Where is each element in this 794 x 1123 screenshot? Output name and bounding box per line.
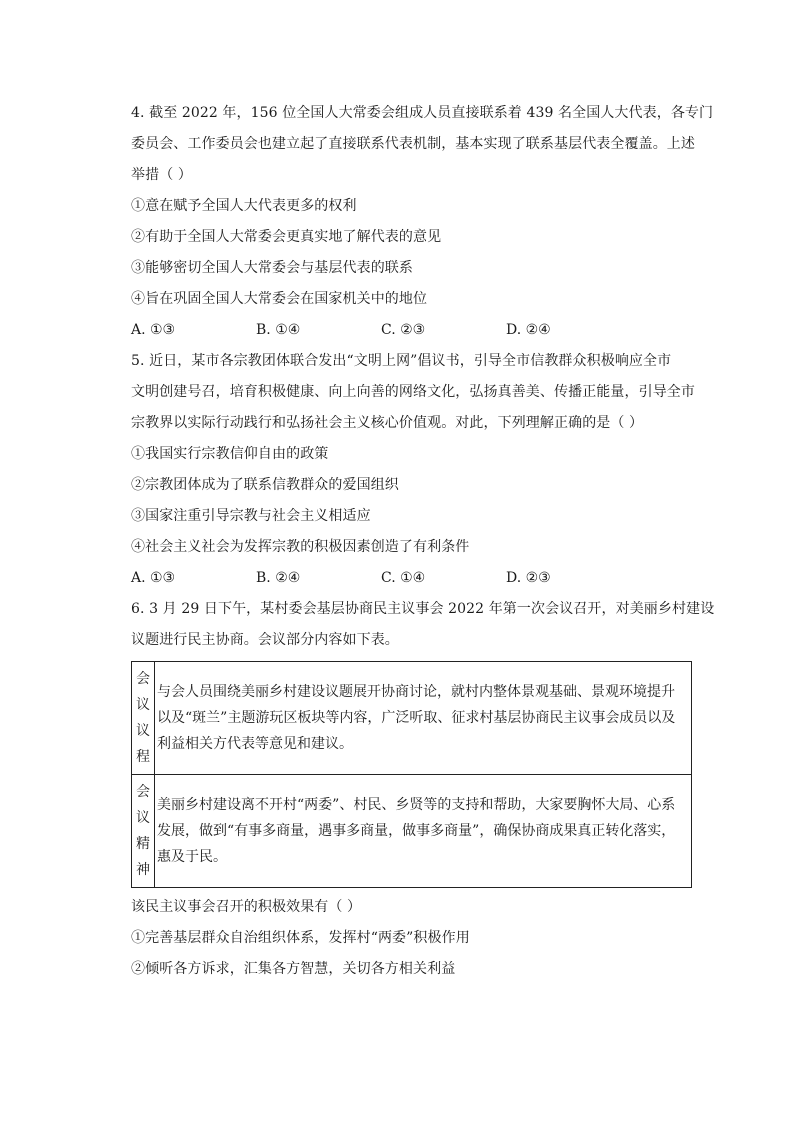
q5-item: ③国家注重引导宗教与社会主义相适应	[131, 508, 371, 524]
table-row	[132, 662, 692, 775]
row-header-spirit: 会 议 精 神	[132, 775, 155, 888]
page-content	[131, 98, 715, 985]
table-row	[132, 775, 692, 888]
q6-stem-line: 6. 3 月 29 日下午，某村委会基层协商民主议事会 2022 年第一次会议召开，对美丽乡村建设	[131, 601, 715, 617]
q6-item: ②倾听各方诉求，汇集各方智慧，关切各方相关利益	[131, 961, 456, 977]
q4-option-c: C. ②③	[381, 322, 426, 338]
q4-option-b: B. ①④	[256, 322, 301, 338]
q4-option-d: D. ②④	[506, 322, 551, 338]
q4-item: ④旨在巩固全国人大常委会在国家机关中的地位	[131, 291, 428, 307]
q4-stem-line: 委员会、工作委员会也建立起了直接联系代表机制，基本实现了联系基层代表全覆盖。上述	[131, 136, 695, 152]
question-5	[131, 346, 696, 594]
q4-item: ②有助于全国人大常委会更真实地了解代表的意见	[131, 229, 442, 245]
q5-item: ①我国实行宗教信仰自由的政策	[131, 446, 329, 462]
q5-option-d: D. ②③	[506, 570, 551, 586]
q5-option-b: B. ②④	[256, 570, 301, 586]
question-6	[131, 594, 715, 985]
q5-options	[131, 563, 696, 594]
q6-stem-line: 议题进行民主协商。会议部分内容如下表。	[131, 632, 399, 648]
q4-item: ③能够密切全国人大常委会与基层代表的联系	[131, 260, 413, 276]
q4-option-a: A. ①③	[131, 322, 176, 338]
q5-stem-line: 文明创建号召，培育积极健康、向上向善的网络文化，弘扬真善美、传播正能量，引导全市	[131, 384, 695, 400]
q5-stem-line: 5. 近日，某市各宗教团体联合发出“文明上网”倡议书，引导全市信教群众积极响应全市	[131, 353, 672, 369]
meeting-table	[131, 661, 692, 888]
q5-option-a: A. ①③	[131, 570, 176, 586]
q6-question-line: 该民主议事会召开的积极效果有（ ）	[131, 899, 362, 915]
q5-item: ④社会主义社会为发挥宗教的积极因素创造了有利条件	[131, 539, 470, 555]
q6-item: ①完善基层群众自治组织体系，发挥村“两委”积极作用	[131, 930, 470, 946]
row-body-agenda: 与会人员围绕美丽乡村建设议题展开协商讨论，就村内整体景观基础、景观环境提升以及“斑兰”主题游玩区板块等内容，广泛听取、征求村基层协商民主议事会成员以及利益相关方代表等意见和建议。	[155, 662, 692, 775]
q5-stem-line: 宗教界以实际行动践行和弘扬社会主义核心价值观。对此，下列理解正确的是（ ）	[131, 415, 644, 431]
q4-options	[131, 315, 696, 346]
row-body-spirit: 美丽乡村建设离不开村“两委”、村民、乡贤等的支持和帮助，大家要胸怀大局、心系发展，做到“有事多商量，遇事多商量，做事多商量”，确保协商成果真正转化落实，惠及于民。	[155, 775, 692, 888]
q4-item: ①意在赋予全国人大代表更多的权利	[131, 198, 357, 214]
q4-stem-line: 举措（ ）	[131, 167, 192, 183]
q5-option-c: C. ①④	[381, 570, 426, 586]
question-4	[131, 98, 714, 346]
q4-stem-line: 4. 截至 2022 年，156 位全国人大常委会组成人员直接联系着 439 名全国人大代表，各专门	[131, 105, 714, 121]
q5-item: ②宗教团体成为了联系信教群众的爱国组织	[131, 477, 399, 493]
row-header-agenda: 会 议 议 程	[132, 662, 155, 775]
